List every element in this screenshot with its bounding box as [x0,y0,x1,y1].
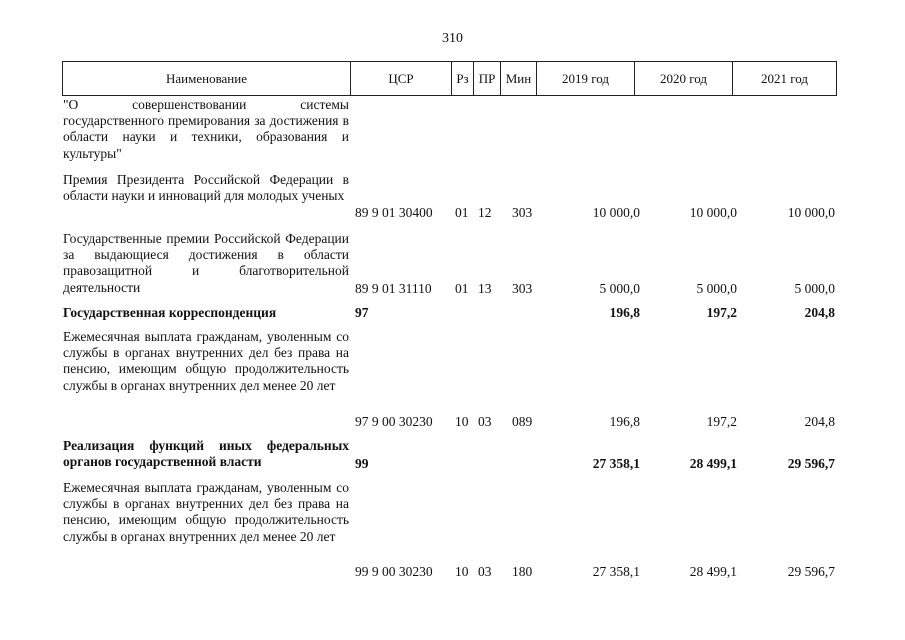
header-2021: 2021 год [733,62,837,96]
row-2019: 196,8 [609,414,640,429]
row-2021: 29 596,7 [787,564,835,579]
row-name: Государственные премии Российской Федерации за выдающиеся достижения в области правозащитной и благотворительной деятельности [63,231,349,295]
row-2021: 204,8 [804,305,835,320]
row-2019: 5 000,0 [599,281,640,296]
row-rz: 01 [455,205,469,220]
row-name: Ежемесячная выплата гражданам, уволенным со службы в органах внутренних дел без права на пенсию, имеющим общую продолжительность службы в органах внутренних дел менее 20 лет [63,329,349,393]
row-min: 089 [512,414,533,429]
row-2021: 29 596,7 [787,456,835,471]
page-number: 310 [442,31,463,46]
row-2020: 10 000,0 [689,205,737,220]
row-2020: 5 000,0 [696,281,737,296]
row-2019: 10 000,0 [592,205,640,220]
row-rz: 01 [455,281,469,296]
row-name: Реализация функций иных федеральных органов государственной власти [63,438,349,470]
row-2021: 204,8 [804,414,835,429]
row-2020: 197,2 [706,305,737,320]
row-2020: 28 499,1 [689,456,737,471]
row-csr: 89 9 01 31110 [355,281,432,296]
header-2019: 2019 год [537,62,635,96]
row-2020: 28 499,1 [689,564,737,579]
row-csr: 97 [355,305,369,320]
row-pr: 03 [478,564,492,579]
header-name: Наименование [63,62,351,96]
header-csr: ЦСР [351,62,452,96]
row-csr: 99 9 00 30230 [355,564,433,579]
row-name: Ежемесячная выплата гражданам, уволенным со службы в органах внутренних дел без права на пенсию, имеющим общую продолжительность службы в органах внутренних дел менее 20 лет [63,480,349,544]
row-2019: 27 358,1 [592,456,640,471]
row-2021: 5 000,0 [794,281,835,296]
row-2020: 197,2 [706,414,737,429]
row-pr: 12 [478,205,492,220]
row-2021: 10 000,0 [787,205,835,220]
table-header [62,61,837,96]
row-rz: 10 [455,414,469,429]
row-pr: 13 [478,281,492,296]
row-csr: 97 9 00 30230 [355,414,433,429]
row-min: 303 [512,281,533,296]
row-pr: 03 [478,414,492,429]
row-name: Государственная корреспонденция [63,305,277,320]
row-name: "О совершенствовании системы государственного премирования за достижения в области науки и техники, образования и культуры" [63,97,349,161]
header-rz: Рз [452,62,474,96]
row-csr: 99 [355,456,369,471]
row-name: Премия Президента Российской Федерации в области науки и инноваций для молодых ученых [63,172,349,204]
row-min: 180 [512,564,533,579]
row-rz: 10 [455,564,469,579]
row-csr: 89 9 01 30400 [355,205,433,220]
row-2019: 196,8 [609,305,640,320]
row-min: 303 [512,205,533,220]
header-pr: ПР [474,62,501,96]
header-2020: 2020 год [635,62,733,96]
row-2019: 27 358,1 [592,564,640,579]
header-min: Мин [501,62,537,96]
